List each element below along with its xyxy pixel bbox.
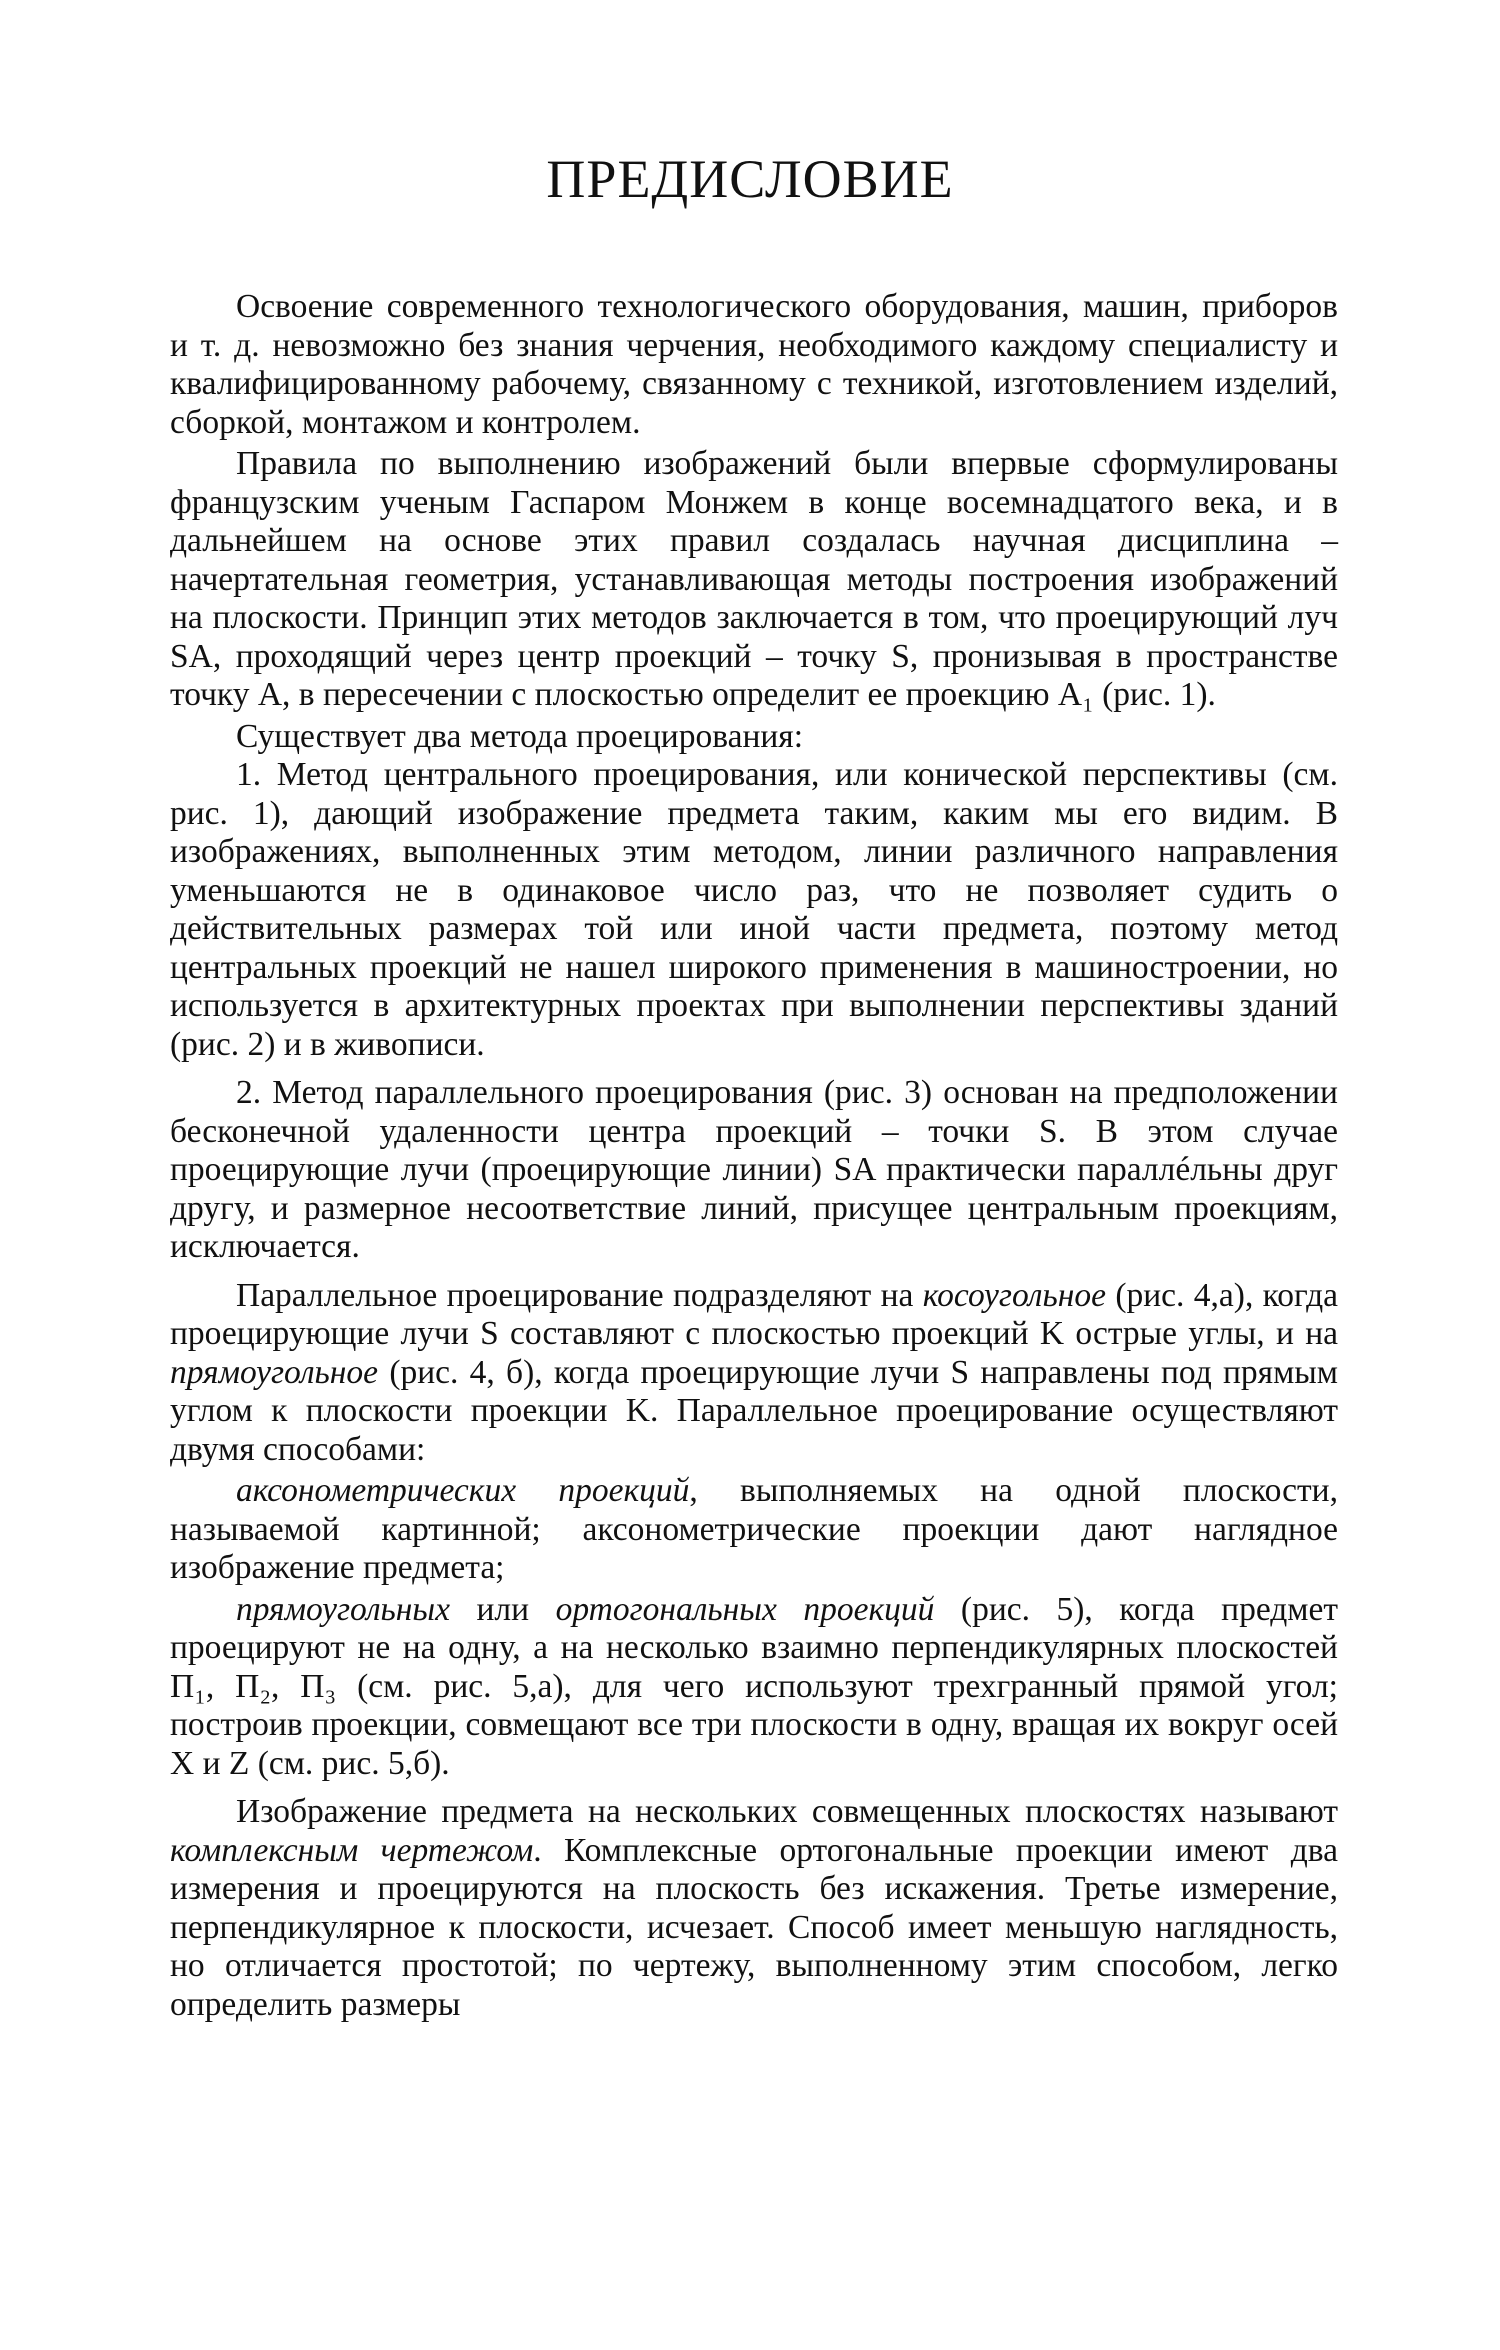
- term-rectangular-projections: прямоугольных: [236, 1590, 450, 1628]
- p9-text-c: . Комплексные ортогональные проекции имеют два измерения и проецируются на плоскость без искажения. Третье измерение, перпендикулярное к плоскости, исчезает. Способ имеет меньшую наглядность, но отличается простотой; по чертежу, выполненному этим способом, легко определить размеры: [170, 1831, 1338, 2023]
- p8-text-d: (рис. 5), когда предмет проецируют не на одну, а на несколько взаимно перпендикулярных плоскостей П₁, П₂, П₃ (см. рис. 5,а), для чего используют трехгранный прямой угол; построив проекции, совмещают все три плоскости в одну, вращая их вокруг осей X и Z (см. рис. 5,б).: [170, 1590, 1338, 1782]
- term-oblique: косоугольное: [922, 1276, 1106, 1314]
- term-complex-drawing: комплексным чертежом: [170, 1831, 534, 1869]
- p6-text-a: Параллельное проецирование подразделяют на: [236, 1276, 923, 1314]
- paragraph-6: [170, 1277, 1338, 1470]
- body-text: [170, 288, 1338, 2027]
- paragraph-5: 2. Метод параллельного проецирования (рис. 3) основан на предположении бесконечной удаленности центра проекций – точки S. В этом случае проецирующие лучи (проецирующие линии) SA практически параллéльны друг другу, и размерное несоответствие линий, присущее центральным проекциям, исключается.: [170, 1074, 1338, 1265]
- paragraph-1: Освоение современного технологического оборудования, машин, приборов и т. д. невозможно без знания черчения, необходимого каждому специалисту и квалифицированному рабочему, связанному с техникой, изготовлением изделий, сборкой, монтажом и контролем.: [170, 288, 1338, 441]
- p6-text-c: (рис. 4,а), когда проецирующие лучи S составляют с плоскостью проекций K острые углы, и на: [170, 1276, 1338, 1352]
- paragraph-8: [170, 1591, 1338, 1784]
- p6-text-e: (рис. 4, б), когда проецирующие лучи S направлены под прямым углом к плоскости проекции K. Параллельное проецирование осуществляют двумя способами:: [170, 1353, 1338, 1468]
- paragraph-3: Существует два метода проецирования:: [236, 717, 804, 755]
- p7-text-b: , выполняемых на одной плоскости, называемой картинной; аксонометрические проекции дают наглядное изображение предмета;: [170, 1472, 1338, 1586]
- p9-text-a: Изображение предмета на нескольких совмещенных плоскостях называют: [236, 1793, 1338, 1830]
- term-rectangular: прямоугольное: [170, 1353, 379, 1391]
- paragraph-9: [170, 1793, 1338, 2024]
- page-title: ПРЕДИСЛОВИЕ: [546, 149, 954, 209]
- p8-text-b: или: [449, 1590, 556, 1628]
- paragraph-7: [170, 1472, 1338, 1588]
- term-orthogonal: ортогональных проекций: [555, 1590, 935, 1628]
- term-axonometric: аксонометрических проекций: [236, 1472, 690, 1509]
- paragraph-4: 1. Метод центрального проецирования, или конической перспективы (см. рис. 1), дающий изображение предмета таким, каким мы его видим. В изображениях, выполненных этим методом, линии различного направления уменьшаются не в одинаковое число раз, что не позволяет судить о действительных размерах той или иной части предмета, поэтому метод центральных проекций не нашел широкого применения в машиностроении, но используется в архитектурных проектах при выполнении перспективы зданий (рис. 2) и в живописи.: [170, 756, 1338, 1063]
- paragraph-2: Правила по выполнению изображений были впервые сформулированы французским ученым Гаспаром Монжем в конце восемнадцатого века, и в дальнейшем на основе этих правил создалась научная дисциплина – начертательная геометрия, устанавливающая методы построения изображений на плоскости. Принцип этих методов заключается в том, что проецирующий луч SA, проходящий через центр проекций – точку S, пронизывая в пространстве точку A, в пересечении с плоскостью определит ее проекцию A₁ (рис. 1).: [170, 445, 1338, 713]
